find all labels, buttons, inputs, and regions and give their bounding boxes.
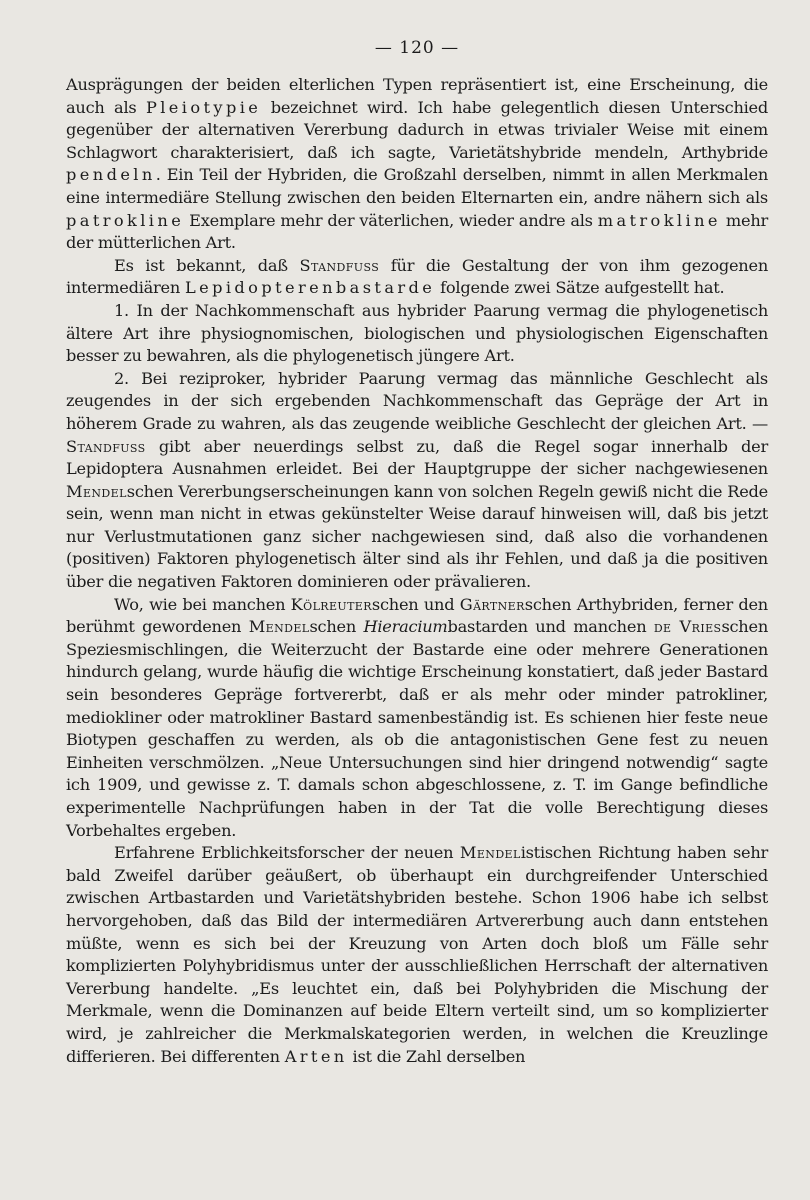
text-run: mehr der mütterlichen Art. <box>66 210 768 253</box>
author-name: Standfuss <box>66 436 146 456</box>
paragraph-p1 <box>66 74 768 255</box>
text-run: ist die Zahl derselben <box>347 1046 526 1066</box>
paragraph-p5 <box>66 594 768 843</box>
text-run: bezeichnet wird. Ich habe gelegentlich diesen Unterschied gegenüber der alternativen Vererbung dadurch in etwas trivialer Weise mit einem Schlagwort charakterisiert, daß ich sagte, Varietätshybride mendeln, Arthybride <box>66 97 769 162</box>
spaced-term: Pleiotypie <box>145 97 262 117</box>
author-name: Kölreuter <box>290 594 372 614</box>
text-run: istischen Richtung haben sehr bald Zweifel darüber geäußert, ob überhaupt ein durchgreifender Unterschied zwischen Artbastarden und Varietätshybriden bestehe. Schon 1906 habe ich selbst hervorgehoben, daß das Bild der intermediären Artvererbung auch dann entstehen müßte, wenn es sich bei der Kreuzung von Arten doch bloß um Fälle sehr komplizierten Polyhybridismus unter der ausschließlichen Herrschaft der alternativen Vererbung handelte. „Es leuchtet ein, daß bei Polyhybriden die Mischung der Merkmale, wenn die Dominanzen auf beide Eltern verteilt sind, um so komplizierter wird, je zahlreicher die Merkmalskategorien werden, in welchen die Kreuzlinge differieren. Bei differenten <box>66 843 769 1066</box>
text-run: schen <box>309 617 364 637</box>
spaced-term: Arten <box>284 1046 348 1066</box>
text-run: schen Speziesmischlingen, die Weiterzucht der Bastarde eine oder mehrere Generationen hindurch gelang, wurde häufig die wichtige Erscheinung konstatiert, daß jeder Bastard sein besonderes Gepräge fortvererbt, daß er als mehr oder minder patrokliner, mediokliner oder matrokliner Bastard samenbeständig ist. Es schienen hier feste neue Biotypen geschaffen zu werden, als ob die antagonistischen Gene fest zu neuen Einheiten verschmölzen. „Neue Untersuchungen sind hier dringend notwendig“ sagte ich 1909, und gewisse z. T. damals schon abgeschlossene, z. T. im Gange befindliche experimentelle Nachprüfungen haben in der Tat die volle Berechtigung dieses Vorbehaltes ergeben. <box>66 617 768 840</box>
text-run: 2. Bei reziproker, hybrider Paarung vermag das männliche Geschlecht als zeugendes in der sich ergebenden Nachkommenschaft das Gepräge der Art in höherem Grade zu wahren, als das zeugende weibliche Geschlecht der gleichen Art. — <box>66 368 768 433</box>
paragraph-p4 <box>66 368 768 594</box>
text-run: gibt aber neuerdings selbst zu, daß die Regel sogar innerhalb der Lepidoptera Ausnahmen erleidet. Bei der Hauptgruppe der sicher nachgewiesenen <box>66 436 768 479</box>
text-run: schen und <box>371 594 460 614</box>
text-run: Wo, wie bei manchen <box>114 594 291 614</box>
text-run: . Ein Teil der Hybriden, die Großzahl derselben, nimmt in allen Merkmalen eine intermediäre Stellung zwischen den beiden Elternarten ein, andre nähern sich als <box>66 165 768 207</box>
paragraph-p2 <box>66 255 768 300</box>
paragraph-p6 <box>66 842 768 1068</box>
author-name: Mendel <box>248 617 310 637</box>
spaced-term: Lepidopterenbastarde <box>184 278 436 298</box>
spaced-term: pendeln <box>66 165 156 185</box>
body-text <box>66 74 768 1068</box>
author-name: Mendel <box>459 843 521 863</box>
text-run: schen Arthybriden, ferner den berühmt gewordenen <box>66 594 768 637</box>
text-run: folgende zwei Sätze aufgestellt hat. <box>435 278 725 298</box>
author-name: Mendel <box>66 481 127 501</box>
spaced-term: patrokline <box>66 210 185 230</box>
text-run: Es ist bekannt, daß <box>114 255 300 275</box>
text-run: 1. In der Nachkommenschaft aus hybrider Paarung vermag die phylogenetisch ältere Art ihre physiognomischen, biologischen und physiologischen Eigenschaften besser zu bewahren, als die phylogenetisch jüngere Art. <box>66 300 768 366</box>
text-run: schen Vererbungserscheinungen kann von solchen Regeln gewiß nicht die Rede sein, wenn man nicht in etwas gekünstelter Weise darauf hinweisen will, daß bis jetzt nur Verlustmutationen ganz sicher nachgewiesen sind, daß also die vorhandenen (positiven) Faktoren phylogenetisch älter sind als ihr Fehlen, und daß ja die positiven über die negativen Faktoren dominieren oder prävalieren. <box>66 481 768 592</box>
spaced-term: matrokline <box>597 210 721 230</box>
text-run: Exemplare mehr der väterlichen, wieder andre als <box>184 210 598 230</box>
text-run: bastarden und manchen <box>447 617 654 637</box>
author-name: de Vries <box>653 617 722 637</box>
author-name: Standfuss <box>299 255 380 275</box>
text-run: Erfahrene Erblichkeitsforscher der neuen <box>114 843 460 863</box>
paragraph-p3 <box>66 300 768 368</box>
italic-term: Hieracium <box>363 617 448 637</box>
page-number: — 120 — <box>374 38 460 58</box>
text-run: für die Gestaltung der von ihm gezogenen intermediären <box>66 255 768 298</box>
text-run: Ausprägungen der beiden elterlichen Typen repräsentiert ist, eine Erscheinung, die auch als <box>66 75 768 117</box>
author-name: Gärtner <box>459 594 525 614</box>
